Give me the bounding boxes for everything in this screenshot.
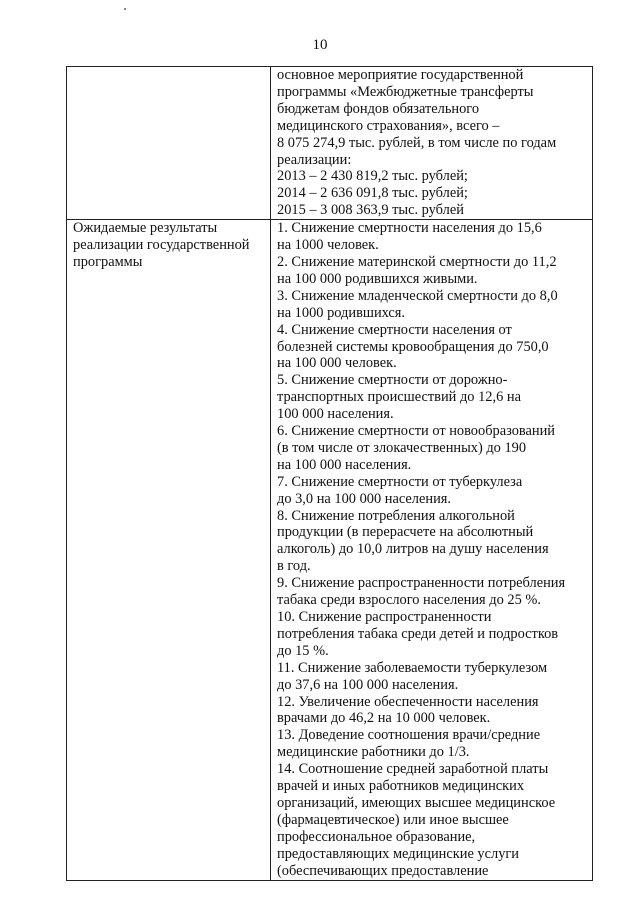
row-label-line: реализации государственной bbox=[73, 237, 250, 254]
row-content-line: программы «Межбюджетные трансферты bbox=[277, 83, 534, 100]
row-content-line: на 100 000 населения. bbox=[277, 456, 412, 473]
row-content-line: алкоголь) до 10,0 литров на душу населения bbox=[277, 541, 549, 558]
row-content-line: 7. Снижение смертности от туберкулеза bbox=[277, 473, 523, 490]
row-content-line: (в том числе от злокачественных) до 190 bbox=[277, 439, 527, 456]
row-content-line: врачей и иных работников медицинских bbox=[277, 778, 525, 795]
table-row bbox=[67, 67, 593, 220]
row-content-line: 3. Снижение младенческой смертности до 8,0 bbox=[277, 287, 558, 304]
row-content-line: бюджетам фондов обязательного bbox=[277, 100, 480, 117]
row-content-line: 100 000 населения. bbox=[277, 406, 394, 423]
row-content-line: 2015 – 3 008 363,9 тыс. рублей bbox=[277, 202, 464, 219]
row-content-line: 2013 – 2 430 819,2 тыс. рублей; bbox=[277, 168, 468, 185]
scan-speck bbox=[124, 8, 126, 10]
page-number: 10 bbox=[312, 37, 328, 53]
row-content-line: 8. Снижение потребления алкогольной bbox=[277, 507, 515, 524]
row-content-line: организаций, имеющих высшее медицинское bbox=[277, 794, 556, 811]
row-label-line: программы bbox=[73, 253, 143, 270]
row-content-cell bbox=[271, 220, 593, 880]
row-content-line: на 100 000 родившихся живыми. bbox=[277, 270, 478, 287]
row-content-line: 2. Снижение материнской смертности до 11,2 bbox=[277, 253, 557, 270]
row-content-line: медицинские работники до 1/3. bbox=[277, 744, 470, 761]
row-content-line: 9. Снижение распространенности потребления bbox=[277, 575, 566, 592]
row-content-line: 13. Доведение соотношения врачи/средние bbox=[277, 727, 541, 744]
row-content-line: 2014 – 2 636 091,8 тыс. рублей; bbox=[277, 185, 468, 202]
row-content-line: на 1000 человек. bbox=[277, 237, 379, 254]
row-label-line: Ожидаемые результаты bbox=[73, 220, 218, 237]
row-content-line: 6. Снижение смертности от новообразований bbox=[277, 423, 555, 440]
row-content-line: врачами до 46,2 на 10 000 человек. bbox=[277, 710, 491, 727]
row-content-line: 12. Увеличение обеспеченности населения bbox=[277, 693, 539, 710]
row-content-line: болезней системы кровообращения до 750,0 bbox=[277, 338, 549, 355]
row-label-cell bbox=[67, 220, 271, 880]
row-content-line: потребления табака среди детей и подростков bbox=[277, 625, 559, 642]
row-content-line: до 15 %. bbox=[277, 642, 329, 659]
row-content-line: в год. bbox=[277, 558, 311, 575]
row-content-line: предоставляющих медицинские услуги bbox=[277, 845, 519, 862]
row-content-line: на 1000 родившихся. bbox=[277, 304, 406, 321]
row-content-line: профессиональное образование, bbox=[277, 828, 476, 845]
row-content-line: до 3,0 на 100 000 населения. bbox=[277, 490, 451, 507]
row-content-line: до 37,6 на 100 000 населения. bbox=[277, 676, 459, 693]
row-content-line: 1. Снижение смертности населения до 15,6 bbox=[277, 220, 542, 237]
row-content-line: на 100 000 человек. bbox=[277, 355, 397, 372]
row-content-line: табака среди взрослого населения до 25 %. bbox=[277, 592, 541, 609]
row-content-line: 14. Соотношение средней заработной платы bbox=[277, 761, 549, 778]
row-content-line: 4. Снижение смертности населения от bbox=[277, 321, 512, 338]
row-content-line: транспортных происшествий до 12,6 на bbox=[277, 389, 521, 406]
row-content-line: (обеспечивающих предоставление bbox=[277, 862, 489, 879]
row-content-line: медицинского страхования», всего – bbox=[277, 117, 500, 134]
row-label-cell bbox=[67, 67, 271, 220]
row-content-cell bbox=[271, 67, 593, 220]
row-content-line: 11. Снижение заболеваемости туберкулезом bbox=[277, 659, 548, 676]
row-content-line: 10. Снижение распространенности bbox=[277, 609, 492, 625]
row-content-line: продукции (в перерасчете на абсолютный bbox=[277, 524, 534, 541]
row-content-line: (фармацевтическое) или иное высшее bbox=[277, 811, 509, 828]
row-content-line: основное мероприятие государственной bbox=[277, 67, 524, 83]
row-content-line: реализации: bbox=[277, 151, 352, 168]
row-content-line: 5. Снижение смертности от дорожно- bbox=[277, 372, 508, 389]
program-passport-table bbox=[66, 66, 593, 881]
row-content-line: 8 075 274,9 тыс. рублей, в том числе по годам bbox=[277, 134, 557, 151]
table-row bbox=[67, 220, 593, 880]
